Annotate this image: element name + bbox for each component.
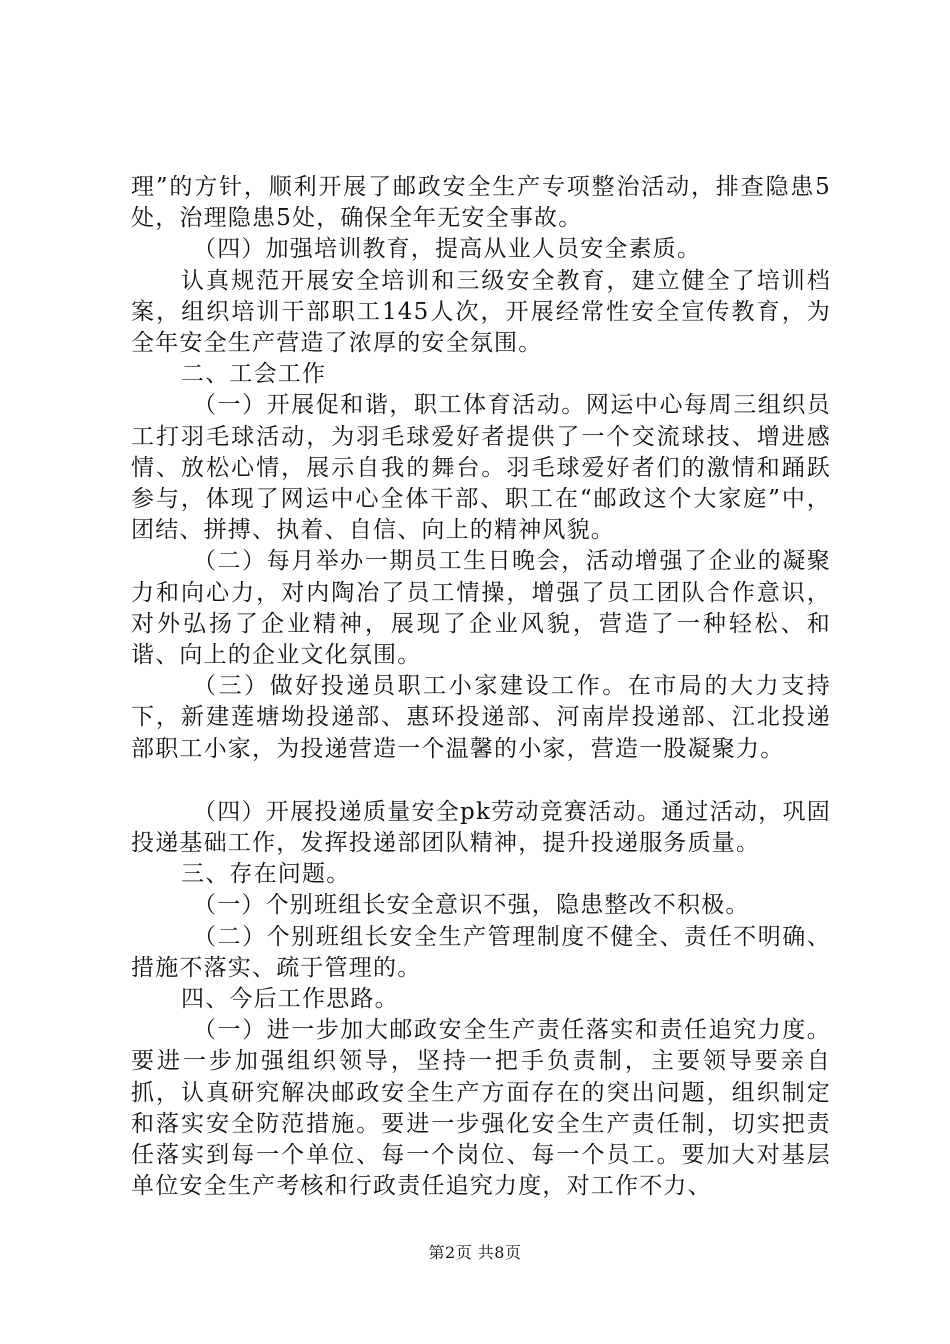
page-number-footer: 第2页 共8页 [428, 1243, 522, 1262]
section-heading-union-work: 二、工会工作 [181, 361, 327, 388]
section-heading-problems: 三、存在问题。 [181, 861, 351, 888]
paragraph-continuation: 理”的方针，顺利开展了邮政安全生产专项整治活动，排查隐患5处，治理隐患5处，确保全年无安全事故。 [131, 174, 831, 232]
paragraph-delivery-competition: （四）开展投递质量安全pk劳动竞赛活动。通过活动，巩固投递基础工作，发挥投递部团队精神，提升投递服务质量。 [131, 798, 831, 857]
paragraph-sports-activity: （一）开展促和谐，职工体育活动。网运中心每周三组织员工打羽毛球活动，为羽毛球爱好者提供了一个交流球技、增进感情、放松心情，展示自我的舞台。羽毛球爱好者们的激情和踊跃参与，体现了网运中心全体干部、职工在“邮政这个大家庭”中，团结、拼搏、执着、自信、向上的精神风貌。 [131, 392, 831, 544]
paragraph-gap [131, 765, 831, 797]
document-body [131, 172, 831, 1203]
paragraph-future-work-1: （一）进一步加大邮政安全生产责任落实和责任追究力度。要进一步加强组织领导，坚持一把手负责制，主要领导要亲自抓，认真研究解决邮政安全生产方面存在的突出问题，组织制定和落实安全防范措施。要进一步强化安全生产责任制，切实把责任落实到每一个单位、每一个岗位、每一个员工。要加大对基层单位安全生产考核和行政责任追究力度，对工作不力、 [131, 1017, 831, 1200]
section-heading-future-work: 四、今后工作思路。 [181, 986, 399, 1013]
paragraph-birthday-party: （二）每月举办一期员工生日晚会，活动增强了企业的凝聚力和向心力，对内陶冶了员工情操，增强了员工团队合作意识，对外弘扬了企业精神，展现了企业风貌，营造了一种轻松、和谐、向上的企业文化氛围。 [131, 548, 831, 669]
paragraph-problem-2: （二）个别班组长安全生产管理制度不健全、责任不明确、措施不落实、疏于管理的。 [131, 923, 831, 981]
paragraph-staff-home: （三）做好投递员职工小家建设工作。在市局的大力支持下，新建莲塘坳投递部、惠环投递部、河南岸投递部、江北投递部职工小家，为投递营造一个温馨的小家，营造一股凝聚力。 [131, 673, 831, 762]
paragraph-heading-training: （四）加强培训教育，提高从业人员安全素质。 [193, 236, 702, 263]
paragraph-training-detail: 认真规范开展安全培训和三级安全教育，建立健全了培训档案，组织培训干部职工145人次，开展经常性安全宣传教育，为全年安全生产营造了浓厚的安全氛围。 [131, 267, 831, 357]
paragraph-problem-1: （一）个别班组长安全意识不强，隐患整改不积极。 [193, 892, 750, 919]
